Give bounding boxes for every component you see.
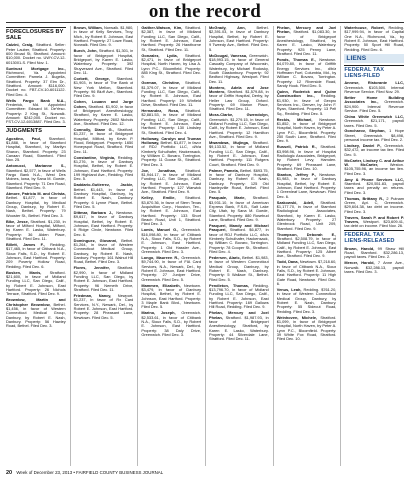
entry-text: Redding. $17,999.94, in favor of Capital One N.A., Richmond, Va., by Robert E. Johnson, East Hartford. Property: 50 Sport Hill Road, Redding. Filed Dec. 6. xyxy=(344,26,405,52)
record-entry xyxy=(344,197,404,214)
record-entry xyxy=(344,115,404,128)
record-entry xyxy=(209,169,269,195)
entry-name: McCarter, Lindsey C. and Arthur W. McCarter, xyxy=(344,157,405,168)
entry-text: Bethel. $2,391.03, in favor of Danbury Hospital, Bethel, by Robert E. Johnson, East Hartford. Property: 9 Tweedy Ave., Bethel. Filed Dec. 5. xyxy=(209,26,269,52)
entry-name: McDougal, Vanessa, xyxy=(209,52,248,58)
entry-text: Stamford. $20,551.83, payroll taxes and penalty on returns. Filed Dec. 3. xyxy=(344,181,405,195)
record-entry xyxy=(6,43,66,65)
record-entry xyxy=(277,288,337,314)
entry-text: Bethel. $1,264, in favor of Western Connecticut Medical Group, Danbury, by Robert E. Nash, Danbury. Property: 161 Walnut Hill Road, Bethel. Filed Dec. 3. xyxy=(73,237,134,265)
section-heading: LIENS xyxy=(346,54,367,62)
record-entry xyxy=(74,183,134,209)
record-entry xyxy=(209,224,269,254)
entry-text: Stratford. $2,471, in favor of Bridgeport Hospital, North Haven, by Lisa A. Lynn P.C., Bloomfield. Property: 885 King St., Stratford. Filed Dec. 9. xyxy=(141,52,202,80)
entry-name: Brownlow, Martin and Christopher Brownlow, xyxy=(6,297,66,307)
column-5 xyxy=(273,26,337,466)
record-entry xyxy=(6,220,66,242)
entry-name: Better Home Building Associates Inc., xyxy=(344,94,405,105)
record-entry xyxy=(141,81,201,107)
entry-text: Greenwich. $9,744.90, in favor of FIA Card Services, N.A., Newark, Del., by Robert E. Johnson, East Hartford. Property: 27 Juniper Drive, Greenwich. Filed Dec. 5. xyxy=(141,254,202,282)
entry-name: Dominguez, Giovanni, xyxy=(73,237,118,243)
entry-text: 99 Straw Hill Road, Stamford. $32,286.13, payroll taxes. Filed Dec. 2. xyxy=(344,245,405,260)
record-entry xyxy=(209,54,269,84)
section-heading: JUDGMENTS xyxy=(6,128,43,135)
record-columns xyxy=(6,26,404,466)
entry-name: Brown, Harold, xyxy=(344,245,375,251)
entry-name: Ponds, Thomas E., xyxy=(276,57,316,62)
section-heading: FEDERAL TAX LIENS-RELEASED xyxy=(344,232,395,245)
entry-text: Greenwich. $21,171, payroll taxes. Filed Dec. 5. xyxy=(344,118,405,128)
entry-text: Bethel. $1,983, in favor of Western Connecticut Medical Group, Danbury, by Robert E. Nash, Danbury. Property: 5 Wallace St., Bethel. Filed Dec. 5. xyxy=(209,254,269,282)
record-entry xyxy=(141,196,201,226)
entry-name: Bike, Jesse, xyxy=(6,218,29,224)
entry-name: Gaither-Watson, Kim, xyxy=(141,26,183,30)
page-footer xyxy=(6,469,404,477)
record-entry xyxy=(74,77,134,99)
entry-name: Gonzalez, Lydia, xyxy=(141,52,178,58)
entry-name: Pasquale, Marie, xyxy=(209,195,246,201)
entry-name: Hernandez, Rosa, xyxy=(141,107,179,113)
record-entry xyxy=(277,118,337,144)
record-entry xyxy=(74,266,134,292)
entry-name: Montero, Adela and Jose Montero, xyxy=(209,84,269,94)
column-3 xyxy=(137,26,201,466)
entry-name: Mercer, Harold, xyxy=(344,260,375,266)
entry-text: Norwalk. $1,980, in favor of Kelly Services, Troy, Mich., by Robert E. Johnson, East Hartford. Property: 27 Lowe Road, Norwalk. Filed Dec. 9. xyxy=(73,26,134,48)
entry-name: Weinhoven, Michele, xyxy=(276,314,318,320)
entry-text: 2 Putnam Green, Apt. C, Greenwich. $29,604.38, tax debt on income. Filed Dec. 3. xyxy=(344,195,405,214)
entry-text: Frederick, Md. Appointed Committee: Edward M. DeYeso. Property: 2 King St., Norwalk. Amount: $242,000. Docket no. FST-CV-12-6013887. Filed Dec. 3. xyxy=(6,102,66,125)
entry-text: Newtown. $1,852, in favor of Bridgeport Hospital, North Haven, by Peter A. Lynn P.C., Bloomfield. Property: 250 South Lane, Stratford. Filed Dec. 9. xyxy=(276,116,337,144)
record-entry xyxy=(344,178,404,195)
record-entry xyxy=(209,141,269,167)
record-entry xyxy=(344,129,404,142)
record-entry xyxy=(344,81,404,94)
record-entry xyxy=(141,169,201,195)
entry-name: Goncharov, Stephan, xyxy=(344,128,386,134)
page-number: 20 xyxy=(6,470,13,476)
record-entry xyxy=(344,247,404,260)
entry-text: 1 Hope Street, Greenwich. $8,498, personal income tax. Filed Dec. 2. xyxy=(344,128,405,143)
section-rule xyxy=(6,27,66,28)
entry-name: Agostino, Paul, xyxy=(6,135,42,141)
record-entry xyxy=(74,294,134,320)
entry-text: Richmond, Va. Appointed Committee: Pamela J. Bugella, Stratford. Property: 37 Elm Dr., Stratford. Amount: $116,000. Docket no. FBT-CV-10-6011122. Filed Dec. 4. xyxy=(6,70,66,97)
record-entry xyxy=(141,311,201,337)
entry-name: Szakowski, Adell, xyxy=(276,199,315,205)
record-entry xyxy=(74,239,134,265)
section-rule xyxy=(6,126,66,127)
entry-text: Stratford. $1,944.17, in favor of Midland Funding LLC, San Diego, Calif., by Robert E. Johnson, East Hartford. Property: 127 Warwick Ave., Stratford. Filed Dec. 9. xyxy=(141,167,202,195)
entry-name: Cohen, Louann and Jorge Cohen, xyxy=(73,99,134,109)
entry-text: Greenwich. $18,993.15, in favor of General Casualty Company of Wisconsin, Waterbury, by Michael Rodosky, South Glastonbury. Property: 92 Bedford Highway, Westport. Filed Dec. 11. xyxy=(209,52,269,84)
entry-text: Greenwich. $103,500. Internal Revenue Service. Filed Nov. 29. xyxy=(344,84,405,94)
entry-name: Holloway, Carolyn and Truman Holloway, xyxy=(141,135,202,145)
entry-text: Stratford. $2,508.79, in favor of Midland Funding LLC, San Diego, Calif., by Robert E. Johnson, East Hartford. Property: 125 Albert Ave., Stratford. Filed Dec. 9. xyxy=(276,235,337,259)
record-entry xyxy=(6,137,66,163)
entry-text: Greenwich. $16,098.80, in favor of Citibank N.A., Sioux Falls, S.D., by Robert E. Johnson, East Hartford. Property: 1 Old Hassler Ave., Greenwich. Filed Dec. 3. xyxy=(141,227,202,254)
record-entry xyxy=(6,271,66,297)
entry-text: Newtown. $7,218.60, in favor of Citibank N.A., Sioux Falls, S.D., by Robert E. Johnson, East Hartford. Property: 11 High Gate Road, Newtown. Filed Dec. 6. xyxy=(276,259,337,286)
entry-name: Billett, James F., xyxy=(6,241,45,247)
entry-text: Stratford. $1,083.30, in favor of Bridgeport Anesthesiology, Stratford, by Karen E. Lasko, Waterbury. Property: 925 Penny Lane, Stratford. Filed Dec. 11. xyxy=(276,29,337,57)
record-entry xyxy=(209,311,269,341)
entry-text: Greenwich. $1,279.15, in favor of Midland Funding LLC, San Diego, Calif., by Robert E. Johnson, East Hartford. Property: 12 Hamilton Ave., Stratford. Filed Dec. 9. xyxy=(209,116,269,140)
entry-text: Stratford. $3,998.96, in favor of Hospital Radiologic Associates, Bridgeport, by Robert Levy, Hamden. Property: 69 Pheasant Lane, Stratford. Filed Dec. 10. xyxy=(276,144,337,172)
entry-name: Thomas, Brittany R., xyxy=(344,195,385,201)
record-entry xyxy=(277,260,337,286)
entry-name: Connolly, Diane G., xyxy=(73,126,114,132)
entry-name: China White Greenwich LLC, xyxy=(344,113,405,119)
entry-name: Pendleton, Thomas, xyxy=(209,282,249,288)
entry-name: Calzini, Craig, xyxy=(6,42,34,48)
entry-text: Stratford. $1,902, in favor of Bridgeport Anesthesiology, Stratford, by Karen E. Lasko, Waterbury. Property: 2602 Nichols Ave., Stratford. Filed Dec. 12. xyxy=(73,103,134,126)
record-entry xyxy=(277,316,337,342)
entry-text: Newport. $1,237, in favor of Rx Card Services, N.Y., Newark, Del., by Robert E. Johnson, East Hartford. Property: 28 Pheasant Lane, Newtown. Filed Dec. 5. xyxy=(73,292,134,320)
entry-text: Bethel. $1,443, in favor of Danbury Hospital, Danbury, by Robert E. Nash, Danbury. Property: 6 Lynne Place, Bethel. Filed Dec. 5. xyxy=(73,186,134,209)
entry-text: Greenwich. $2,533.61, in favor of Citibank N.A., Sioux Falls, S.D., by Robert E. Johnson, East Hartford. Property: 38 Daly Drive, Greenwich. Filed Dec. 3. xyxy=(141,310,202,337)
entry-text: Stratford. $21,600, in favor of Midland Funding LLC, San Diego, Calif., by Robert E. Johnson, East Hartford. Property: 26 Nichols Terrace, Stratford. Filed Dec. 9. xyxy=(6,269,66,297)
entry-name: Travers, Sarah P. and Robert P. Travers, xyxy=(344,214,405,224)
entry-name: Bosken, Mavis, xyxy=(6,269,42,275)
record-entry xyxy=(74,128,134,154)
record-entry xyxy=(6,99,66,125)
entry-text: Stamford. $1,903, in favor of The Bank of New York Mellon, Stamford. Property: 96 Bluff Ave., Stamford. Filed Dec. 9. xyxy=(73,75,134,99)
entry-text: Redding. $1,276, in favor of Danbury Hospital, Bethel, by Robert E. Johnson, East Hartford. Property: 199 Highland Ave., Redding. Filed Dec. 5. xyxy=(73,154,134,182)
entry-name: Atmore, Patricia M. and Christa, xyxy=(6,190,66,196)
entry-name: Amy & Phone Services LLC, xyxy=(344,176,405,182)
entry-text: Stratford. $3,931.10, in favor of American Express Bank, F.S.B., Salt Lake City, Utah, by Sana M. Goede, Stamford. Property: 880 Rosebud Lane, Stratford. Filed Dec. 9. xyxy=(209,195,269,222)
record-entry xyxy=(74,156,134,182)
record-entry xyxy=(6,243,66,269)
record-entry xyxy=(209,26,269,52)
page-header xyxy=(6,2,404,23)
record-entry xyxy=(277,90,337,116)
column-4 xyxy=(205,26,269,466)
entry-name: McGrady, Ann, xyxy=(209,26,246,30)
entry-text: Stratford. $2,881.53, in favor of Midland Funding LLC, San Diego, Calif., by Robert E. Johnson, East Hartford. Property: 130 Lindsley St., Stratford. Filed Dec. 4. xyxy=(141,107,202,135)
entry-text: Stratford. $1,987.93, in favor of Bridgeport Anesthesiology, Stratford, by Karen E. Lasko, Waterbury. Property: 44 Silverdale Lane, Stratford. Filed Dec. 11. xyxy=(209,314,269,342)
section-heading: FORECLOSURES BY SALE xyxy=(6,29,64,42)
record-entry xyxy=(209,284,269,310)
entry-name: Dittmar, Barbara J., xyxy=(73,209,114,215)
entry-name: Lindsey, Daniel P., xyxy=(344,143,382,149)
entry-text: Bethel. $693.75, in favor of Danbury Hospital, Danbury, by Robert E. Nash, Danbury. Property: 125 Old Hawleyville Road, Bethel. Filed Dec. 5. xyxy=(209,167,269,195)
record-entry xyxy=(141,137,201,167)
record-entry xyxy=(74,211,134,237)
entry-name: Stanton, Jeffrey P., xyxy=(276,171,316,177)
entry-text: Redding. $17,465, in favor of Citibank N.A., Sioux Falls, S.D., by Robert E. Johnson, East Hartford. Property: 209 Poverty Hollow Road, Redding. Filed Dec. 6. xyxy=(6,241,66,269)
record-entry xyxy=(141,228,201,254)
entry-name: Phelan, Mercury and Joel Phelan, xyxy=(209,310,269,320)
entry-text: Greenwich. $32,472, an income tax lien. Filed Dec. 5. xyxy=(344,143,405,157)
entry-text: Stratford. $9,133.52, in favor of Midland Funding LLC, San Diego, Calif., by Robert E. Johnson, East Hartford. Property: 111 Rutgers Court, Stratford. Filed Dec. 9. xyxy=(209,139,269,167)
entry-text: Redding. $1,930, in favor of Gexpro Services Inc., Denver, by John F. Ryan, Stamford. Property: 13 Pelt Sq., Redding. Filed Dec. 5. xyxy=(276,93,337,116)
entry-name: Palmer, Pamela, xyxy=(209,167,239,173)
record-entry xyxy=(277,173,337,199)
entry-text: Bethel. $1,456, in favor of Western Connecticut Medical Group, Danbury, by Robert E. Nash, Danbury. Property: 56 Hawley Road, Bethel. Filed Dec. 3. xyxy=(6,301,66,329)
liens-banner xyxy=(344,54,404,63)
entry-name: Suntrust Mortgage Inc., xyxy=(6,65,66,71)
column-6 xyxy=(340,26,404,466)
record-entry xyxy=(209,86,269,112)
entry-text: Stratford. $1,301, in favor of Bridgeport Hospital, Bridgeport, by Karen E. Lasko, Waterbury. Property: 392 Stuyvesant Ave., Stratford. Filed Dec. 11. xyxy=(73,48,134,76)
page-title: on the record xyxy=(148,1,262,22)
entry-text: Stamford. $2,577, in favor of Wells Fargo Bank N.A., West Des Moines, Iowa, by Sana M. Goede, Stamford. Property: 71 Den Road, Stamford. Filed Dec. 9. xyxy=(6,167,66,190)
entry-name: Corbett, George, xyxy=(73,75,110,81)
entry-text: Stratford. $1,237, in favor of Bridgeport Hospital, Milford, by Kevin P. Flood, Bridgeport. Property: 1650 Honeyspot Road, Stratford. Filed Dec. 11. xyxy=(73,126,134,154)
entry-name: Venus, Leah, xyxy=(276,286,302,292)
entry-name: Brown, William, xyxy=(73,26,103,30)
section-rule xyxy=(344,230,404,231)
entry-name: Wells Fargo Bank N.A., xyxy=(6,97,66,103)
entry-name: Reckis, Michael, xyxy=(276,116,313,122)
entry-name: Moss-Clarke, Gwendolyn, xyxy=(209,112,269,118)
entry-text: Stamford. $1,888, in favor of Stamford Hospital, Stamford, by Marilyn Sharon, Stamford. Property: 23 Canaan Road, Stamford. Filed Nov. 25. xyxy=(6,135,66,163)
record-entry xyxy=(141,54,201,80)
entry-name: Quinn, Roderick and Quinn Construction Inc., xyxy=(276,89,337,99)
entry-name: Longo, Maureen R., xyxy=(141,254,180,260)
entry-text: Stratford. $1,379.07, in favor of Midland Funding LLC, San Diego, Calif., by Robert E. Johnson, East Hartford. Property: 19 Winfield Drive, Stratford. Filed Dec. 11. xyxy=(141,80,202,108)
record-entry xyxy=(6,67,66,97)
record-entry xyxy=(74,49,134,75)
record-entry xyxy=(141,284,201,310)
entry-name: Waterhouse, Robert, xyxy=(344,26,385,30)
entry-text: Newtown. $4,079.80, in favor of Griffith Energy Services Inc., d/b/a Hoffmann Fuel, Columbia, Md., by William C. Bovaro, Torrington. Property: 12 Riverside Road, Sandy Hook. Filed Dec. 5. xyxy=(276,57,337,89)
entry-text: Stratford. $1,230, in favor of Milford Hospital, Milford, by Karen E. Lasko, Waterbury. Property: 36 Alden Place, Stratford. Filed Dec. 11. xyxy=(6,218,66,241)
record-entry xyxy=(141,256,201,282)
footer-publication: Week of December 23, 2013 • FAIRFIELD COUNTY BUSINESS JOURNAL xyxy=(16,470,164,475)
entry-text: Stratford. $2,387, in favor of Midland Funding LLC, San Diego, Calif., by Robert E. Johnson, East Hartford. Property: 26 Hawthorne St., Stratford. Filed Dec. 11. xyxy=(141,26,202,52)
record-entry xyxy=(344,216,404,229)
entry-name: Todd, Dana, xyxy=(276,259,299,265)
record-entry xyxy=(6,298,66,328)
entry-text: Westport. $23,609.41, tax debt on income. Filed Nov. 26. xyxy=(344,218,405,229)
entry-name: Mwambwa, Mujinga, xyxy=(209,139,249,145)
entry-name: Mammen, Elizabeth, xyxy=(141,282,181,288)
entry-name: Daddario-Gutierrez, Jackie, xyxy=(73,182,134,188)
record-entry xyxy=(277,145,337,171)
entry-text: Bethel. $1,877, in favor of Danbury Hospital, by Medical Group, Danbury, by Robert E. Nash, Bethel. Property: 79 Wooster St., Bethel. Filed Dec. 3. xyxy=(6,195,66,218)
entry-text: Weston. $105,755.96, an income tax lien. Filed Dec. 3. xyxy=(344,162,405,176)
entry-text: Stratford. $1,099, in favor of Bridgeport Hospital, North Haven, by Peter A. Lynn P.C., Bloomfield. Property: 39 White Fox Road, Stratford. Filed Dec. 10. xyxy=(276,314,337,342)
record-entry xyxy=(209,256,269,282)
entry-name: Marino, Joseph, xyxy=(141,310,176,316)
entry-name: Antonucci, Marianne S., xyxy=(6,163,66,169)
entry-text: Stratford. $3,870.36, in favor of Stern Texas Acquisition Corp., Houston, Tex., by Robert E. Johnson, East Hartford. Property: 133 Short Beach Road, Unit 1, Stratford. Filed Dec. 3. xyxy=(141,195,202,227)
entry-name: Thompson, Deborah E., xyxy=(276,231,337,237)
entry-text: Greenwich. $24,900. Internal Revenue Service. Filed Dec. 5. xyxy=(344,99,405,113)
entry-text: Stratford. $1,177.70, in favor of Stamford Radiological Associates, Stamford, by Karen E. Lasko, Waterbury. Property: 27 Glenbrook Road, Unit 209, Stamford. Filed Dec. 9. xyxy=(276,199,337,231)
entry-text: Redding. $761.20, in favor of Western Connecticut Medical Group, Danbury, by Robert E. Nash, Danbury. Property: 55 Sidecut Road, Redding. Filed Dec. 3. xyxy=(276,286,337,314)
entry-name: Friedman, Nancy, xyxy=(73,292,112,298)
entry-name: Pedersen, Alaric, xyxy=(209,254,241,260)
entry-text: Newtown. $1,983, in favor of Danbury Hospital, Bethel, by Robert E. Johnson, East Hartford. Property: 1 Greenleaf Lane, Newtown. Filed Dec. 6. xyxy=(276,171,337,199)
entry-name: Kelley, Emilie, xyxy=(141,195,176,201)
entry-name: Annese, Ristorante LLC, xyxy=(344,80,405,86)
entry-text: Stratford. Seller: Peter Lauber, Stratford. Property: 600 Broad St, Stratford. Amount: $10,000. Docket no. UWY-CV-12-6013001-S. Filed Nov. 1. xyxy=(6,42,66,65)
entry-name: Constantine, Virginia, xyxy=(73,154,116,160)
entry-text: Redding. $13,796.70, in favor of Midland Funding LLC, San Diego, Calif., by Robert E. Johnson, East Hartford. Property: 169 Gallows Hill Road, Redding. Filed Dec. 9. xyxy=(209,282,269,310)
entry-text: Newtown. $9,617, in favor of Danbury Hospital, Bethel, by Robert E. Johnson, East Hartford. Property: 6 Ridge Circle, Newtown. Filed Dec. 6. xyxy=(73,209,134,237)
record-entry xyxy=(344,159,404,176)
record-entry xyxy=(209,113,269,139)
record-entry xyxy=(6,164,66,190)
record-entry xyxy=(344,96,404,113)
record-entry xyxy=(277,233,337,259)
section-heading: FEDERAL TAX LIENS-FILED xyxy=(344,66,385,80)
entry-name: Phelan, Mercury and Joel Phelan, xyxy=(276,26,337,35)
section-rule xyxy=(344,65,404,66)
record-entry xyxy=(277,58,337,88)
entry-text: Newtown. $3,479, in favor of Danbury Hospital, Bethel, by Robert E. Johnson, East Hartford. Property: 3 Maple Bank Blvd., Newtown. Filed Dec. 5. xyxy=(141,282,202,310)
record-entry xyxy=(344,261,404,274)
entry-text: Bethel. $1,877, in favor of RDJ Portfolio LLC, d/b/a Kimberly Schulhafer, Hackensack, by William C. Bovaro, Torrington. Property: 11 Goose St., Stratford. Filed Dec. 3. xyxy=(141,139,202,167)
entry-name: Pasqueri, Mandy and Michael Pasqueri, xyxy=(209,222,269,233)
record-entry xyxy=(344,144,404,157)
record-entry xyxy=(74,26,134,48)
record-entry xyxy=(277,201,337,231)
entry-text: Stratford. $6,877, in favor of RDJ Portfolio LLC, d/b/a Kimberly Schulhafer, Hackensack, by William C. Bovaro, Torrington. Property: 78 Cooper St., Stratford. Filed Dec. 4. xyxy=(209,227,269,254)
record-entry xyxy=(6,192,66,218)
entry-name: Joe, Jonathan, xyxy=(141,167,177,173)
column-2 xyxy=(70,26,134,466)
record-entry xyxy=(344,26,404,52)
entry-name: Gorman, Christine, xyxy=(141,80,181,86)
entry-name: Flores, Jennifer, xyxy=(73,265,110,271)
column-1 xyxy=(6,26,66,466)
record-entry xyxy=(209,196,269,222)
entry-text: Stratford. $2,990, in favor of Midland Funding LLC, San Diego, by Robert E. Johnson, East Hartford. Property: 96 Nemeth Drive, Stratford. Filed Dec. 11. xyxy=(73,265,134,292)
record-entry xyxy=(74,100,134,126)
entry-name: Burch, John, xyxy=(73,48,98,54)
record-entry xyxy=(141,109,201,135)
entry-name: Russell, Patrick R., xyxy=(276,144,317,150)
record-entry xyxy=(277,26,337,56)
entry-text: 7 Anne Ave., Norwalk. $32,286.13, payroll taxes. Filed Dec. 3. xyxy=(344,260,405,274)
entry-name: Lomis, Manuel G., xyxy=(141,227,179,233)
record-entry xyxy=(141,26,201,52)
entry-text: Stratford. $1,579.88, in favor of Griffin Hospital, Derby, by Heller Law Group, Oxford. Property: 69 Marion Place, Stratford. Filed Dec. 11. xyxy=(209,89,269,112)
